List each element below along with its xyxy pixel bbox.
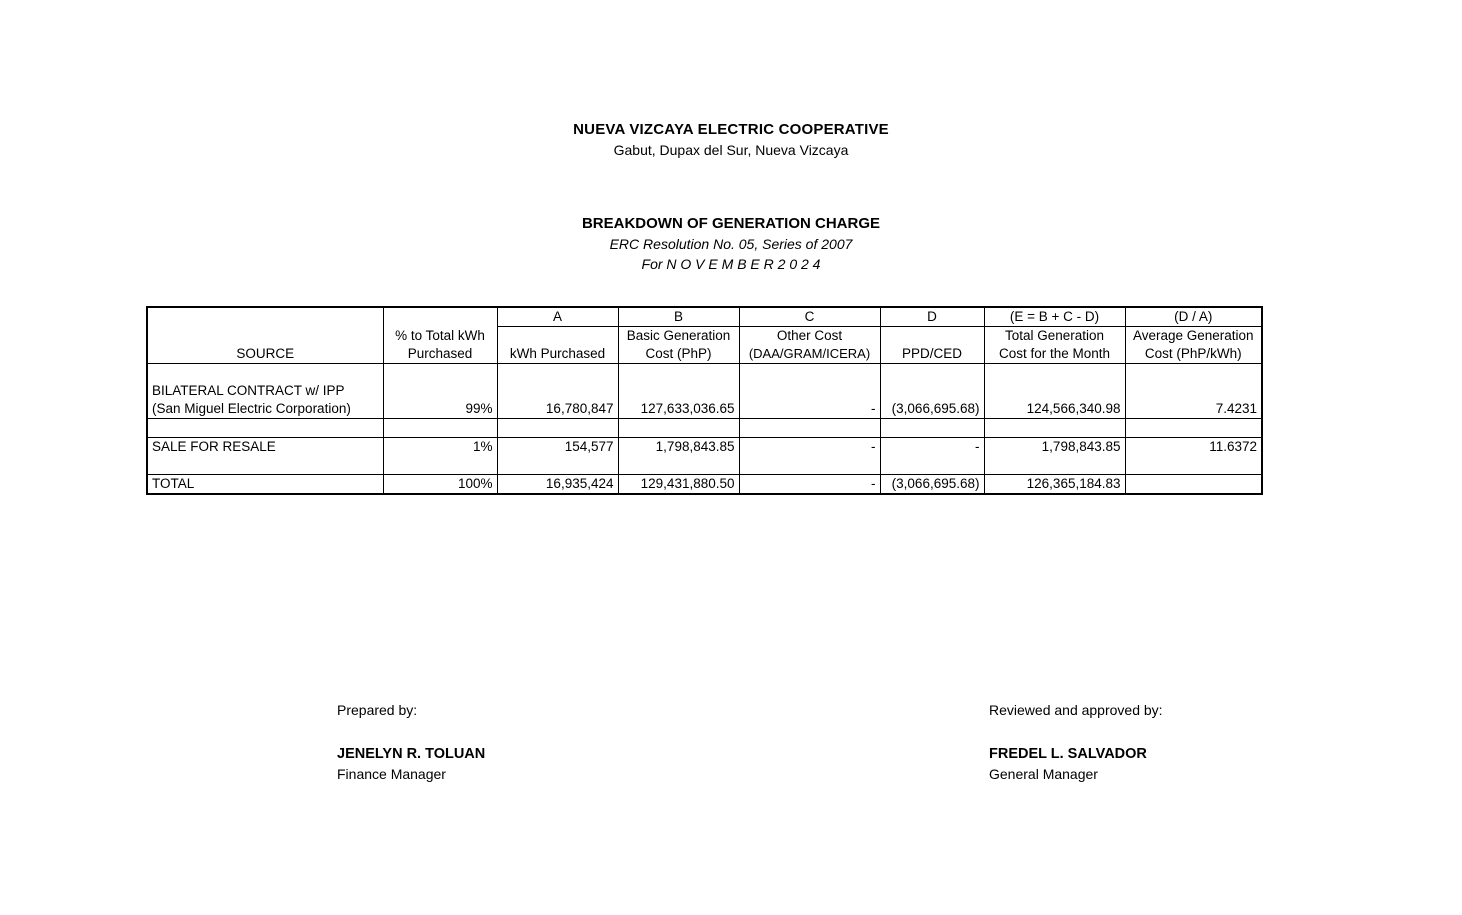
document-period: For N O V E M B E R 2 0 2 4 bbox=[641, 256, 821, 272]
header-total-line2: Cost for the Month bbox=[984, 345, 1125, 364]
spacer-cell bbox=[984, 364, 1125, 383]
spacer-cell bbox=[984, 456, 1125, 475]
approved-by-column bbox=[989, 700, 1163, 784]
header-cell-blank-1 bbox=[147, 307, 383, 327]
header-other-line2: (DAA/GRAM/ICERA) bbox=[739, 345, 880, 364]
row1-source-line1: BILATERAL CONTRACT w/ IPP bbox=[147, 382, 383, 400]
prepared-by-name: JENELYN R. TOLUAN bbox=[337, 746, 486, 762]
header-letter-e: (E = B + C - D) bbox=[984, 307, 1125, 327]
approved-by-name: FREDEL L. SALVADOR bbox=[989, 746, 1147, 762]
spacer-cell bbox=[880, 419, 984, 438]
header-source-blank bbox=[147, 327, 383, 346]
header-cell-blank-2 bbox=[383, 307, 497, 327]
header-kwh: kWh Purchased bbox=[497, 345, 618, 364]
row2-pct: 1% bbox=[383, 438, 497, 457]
document-header bbox=[0, 120, 1462, 160]
row1-avg: 7.4231 bbox=[1125, 400, 1262, 419]
header-total-line1: Total Generation bbox=[984, 327, 1125, 346]
total-basic: 129,431,880.50 bbox=[618, 475, 739, 495]
total-total: 126,365,184.83 bbox=[984, 475, 1125, 495]
spacer-cell bbox=[497, 456, 618, 475]
row2-source: SALE FOR RESALE bbox=[147, 438, 383, 457]
header-kwh-line1 bbox=[497, 327, 618, 346]
row1-other: - bbox=[739, 400, 880, 419]
header-ppd: PPD/CED bbox=[880, 345, 984, 364]
row2-kwh: 154,577 bbox=[497, 438, 618, 457]
spacer-cell bbox=[383, 364, 497, 383]
spacer-cell bbox=[1125, 419, 1262, 438]
table-spacer-row-3 bbox=[147, 456, 1262, 475]
total-label: TOTAL bbox=[147, 475, 383, 495]
row1-pct-blank bbox=[383, 382, 497, 400]
table-header-line1-row bbox=[147, 327, 1262, 346]
spacer-cell bbox=[147, 456, 383, 475]
table-row bbox=[147, 438, 1262, 457]
row1-source-line2: (San Miguel Electric Corporation) bbox=[147, 400, 383, 419]
spacer-cell bbox=[739, 419, 880, 438]
row2-total: 1,798,843.85 bbox=[984, 438, 1125, 457]
spacer-cell bbox=[618, 364, 739, 383]
row2-ppd: - bbox=[880, 438, 984, 457]
header-avg-line1: Average Generation bbox=[1125, 327, 1262, 346]
header-letter-a: A bbox=[497, 307, 618, 327]
header-avg-line2: Cost (PhP/kWh) bbox=[1125, 345, 1262, 364]
spacer-cell bbox=[739, 364, 880, 383]
spacer-cell bbox=[497, 419, 618, 438]
document-title-block bbox=[0, 214, 1462, 274]
total-ppd: (3,066,695.68) bbox=[880, 475, 984, 495]
spacer-cell bbox=[1125, 456, 1262, 475]
table-header-line2-row bbox=[147, 345, 1262, 364]
row1-ppd-blank bbox=[880, 382, 984, 400]
organization-address: Gabut, Dupax del Sur, Nueva Vizcaya bbox=[613, 142, 849, 158]
header-pct-line2: Purchased bbox=[383, 345, 497, 364]
row1-basic: 127,633,036.65 bbox=[618, 400, 739, 419]
header-letter-c: C bbox=[739, 307, 880, 327]
header-letter-d: D bbox=[880, 307, 984, 327]
row1-basic-blank bbox=[618, 382, 739, 400]
document-subtitle: ERC Resolution No. 05, Series of 2007 bbox=[609, 236, 853, 252]
total-avg bbox=[1125, 475, 1262, 495]
approved-by-label: Reviewed and approved by: bbox=[989, 702, 1163, 718]
spacer-cell bbox=[739, 456, 880, 475]
header-other-line1: Other Cost bbox=[739, 327, 880, 346]
spacer-cell bbox=[497, 364, 618, 383]
spacer-cell bbox=[984, 419, 1125, 438]
table-total-row bbox=[147, 475, 1262, 495]
row1-avg-blank bbox=[1125, 382, 1262, 400]
header-basic-line1: Basic Generation bbox=[618, 327, 739, 346]
prepared-by-label: Prepared by: bbox=[337, 702, 418, 718]
table-header-letters-row bbox=[147, 307, 1262, 327]
prepared-by-column bbox=[337, 700, 485, 784]
row1-kwh: 16,780,847 bbox=[497, 400, 618, 419]
spacer-cell bbox=[1125, 364, 1262, 383]
prepared-by-role: Finance Manager bbox=[337, 766, 446, 782]
header-source: SOURCE bbox=[147, 345, 383, 364]
spacer-cell bbox=[618, 456, 739, 475]
table-row bbox=[147, 382, 1262, 400]
header-ppd-line1 bbox=[880, 327, 984, 346]
row1-other-blank bbox=[739, 382, 880, 400]
approved-by-role: General Manager bbox=[989, 766, 1098, 782]
generation-charge-table-wrap bbox=[0, 306, 1462, 495]
spacer-cell bbox=[618, 419, 739, 438]
generation-charge-table bbox=[146, 306, 1263, 495]
row2-other: - bbox=[739, 438, 880, 457]
organization-name: NUEVA VIZCAYA ELECTRIC COOPERATIVE bbox=[573, 121, 889, 138]
row1-ppd: (3,066,695.68) bbox=[880, 400, 984, 419]
row1-total-blank bbox=[984, 382, 1125, 400]
spacer-cell bbox=[383, 456, 497, 475]
total-kwh: 16,935,424 bbox=[497, 475, 618, 495]
row2-avg: 11.6372 bbox=[1125, 438, 1262, 457]
row1-kwh-blank bbox=[497, 382, 618, 400]
total-other: - bbox=[739, 475, 880, 495]
document-title: BREAKDOWN OF GENERATION CHARGE bbox=[581, 215, 881, 232]
header-pct-line1: % to Total kWh bbox=[383, 327, 497, 346]
spacer-cell bbox=[880, 456, 984, 475]
spacer-cell bbox=[383, 419, 497, 438]
header-letter-da: (D / A) bbox=[1125, 307, 1262, 327]
spacer-cell bbox=[147, 364, 383, 383]
total-pct: 100% bbox=[383, 475, 497, 495]
row2-basic: 1,798,843.85 bbox=[618, 438, 739, 457]
table-spacer-row-1 bbox=[147, 364, 1262, 383]
row1-pct: 99% bbox=[383, 400, 497, 419]
table-row bbox=[147, 400, 1262, 419]
spacer-cell bbox=[147, 419, 383, 438]
header-letter-b: B bbox=[618, 307, 739, 327]
row1-total: 124,566,340.98 bbox=[984, 400, 1125, 419]
table-spacer-row-2 bbox=[147, 419, 1262, 438]
spacer-cell bbox=[880, 364, 984, 383]
header-basic-line2: Cost (PhP) bbox=[618, 345, 739, 364]
